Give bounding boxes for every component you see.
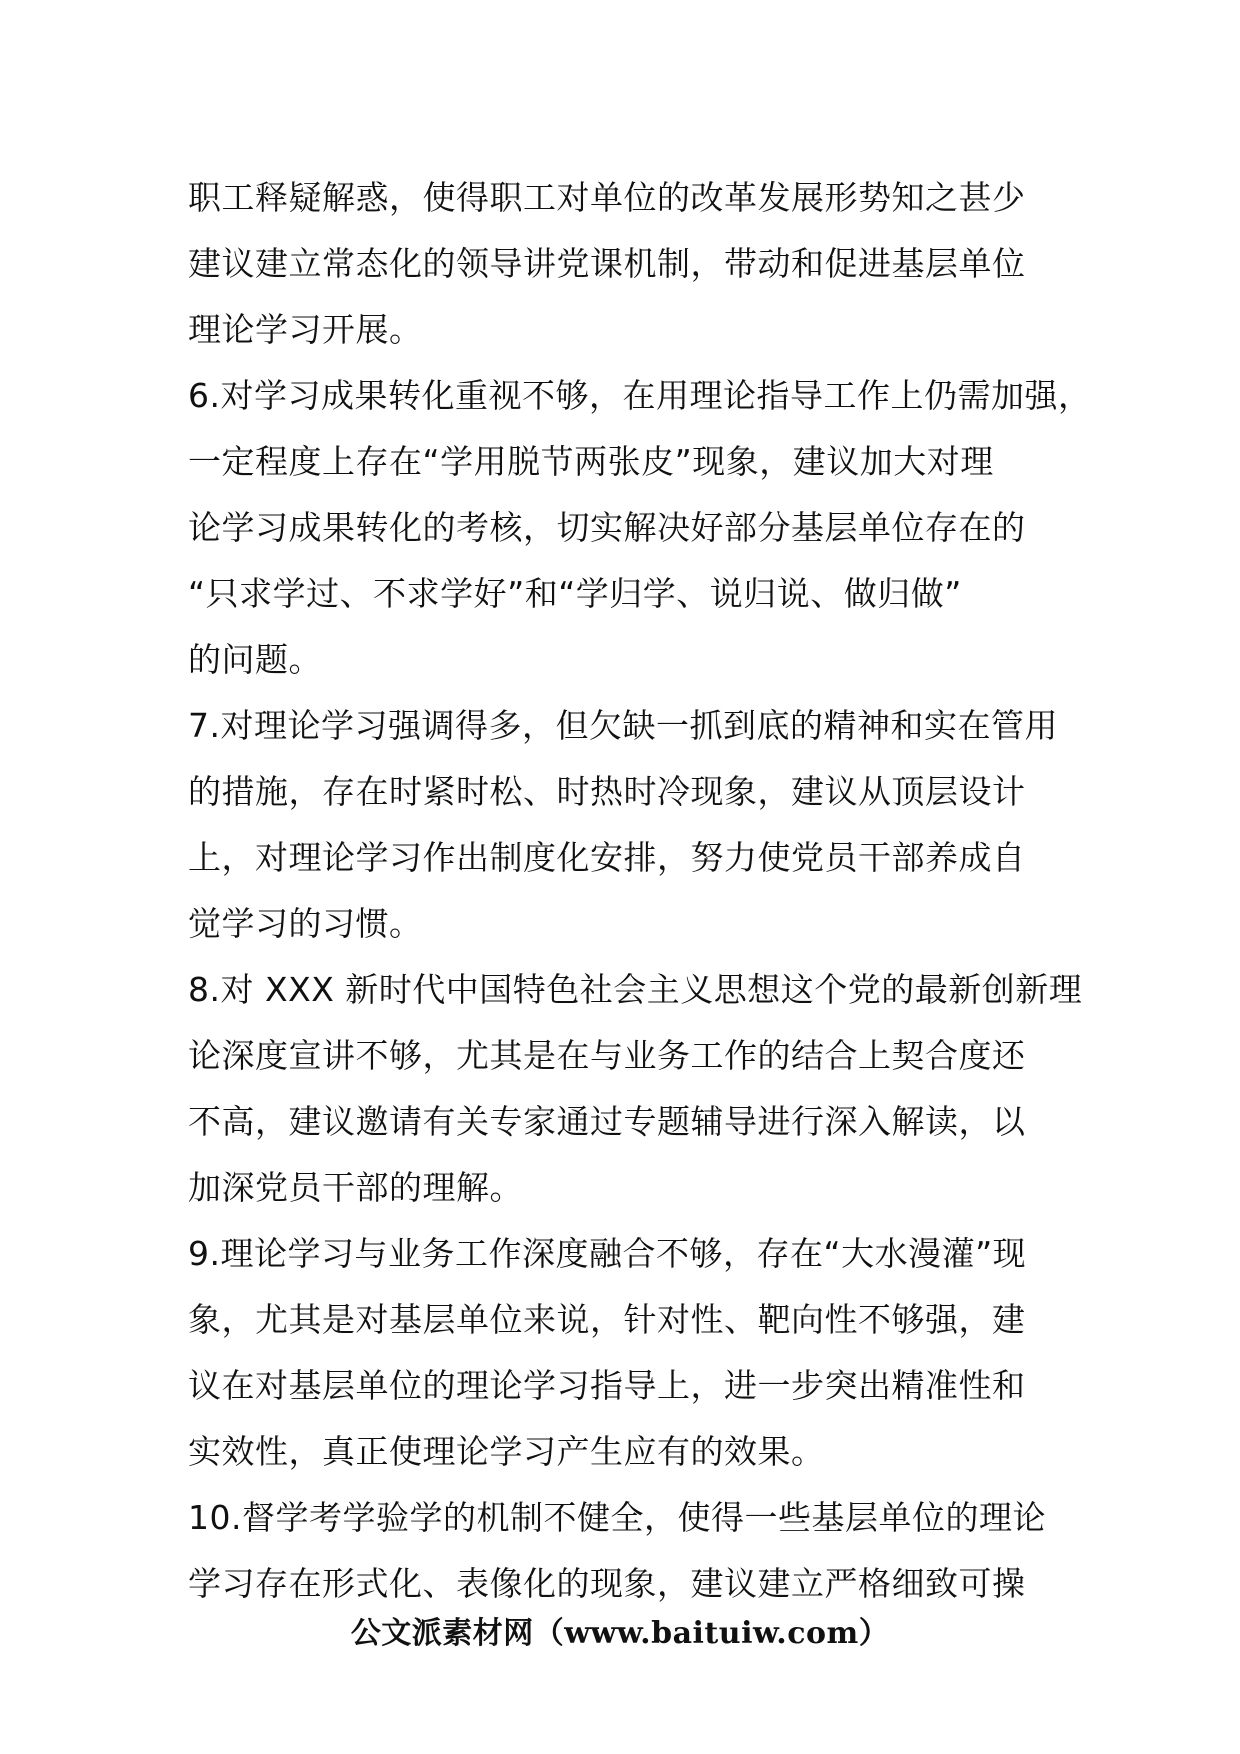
text-line: 职工释疑解惑，使得职工对单位的改革发展形势知之甚少 — [188, 178, 1026, 217]
text-line: 不高，建议邀请有关专家通过专题辅导进行深入解读，以 — [188, 1102, 1026, 1141]
text-line: 8.对 XXX 新时代中国特色社会主义思想这个党的最新创新理 — [188, 970, 1083, 1009]
text-line: 论深度宣讲不够，尤其是在与业务工作的结合上契合度还 — [188, 1036, 1026, 1075]
text-line: 议在对基层单位的理论学习指导上，进一步突出精准性和 — [188, 1366, 1026, 1405]
text-line: 建议建立常态化的领导讲党课机制，带动和促进基层单位 — [188, 244, 1026, 283]
text-line: 学习存在形式化、表像化的现象，建议建立严格细致可操 — [188, 1564, 1026, 1603]
text-line: 6.对学习成果转化重视不够，在用理论指导工作上仍需加强， — [188, 376, 1092, 415]
text-line: 上，对理论学习作出制度化安排，努力使党员干部养成自 — [188, 838, 1026, 877]
text-line: 7.对理论学习强调得多，但欠缺一抓到底的精神和实在管用 — [188, 706, 1058, 745]
text-line: 一定程度上存在“学用脱节两张皮”现象，建议加大对理 — [188, 442, 994, 481]
text-line: 的措施，存在时紧时松、时热时冷现象，建议从顶层设计 — [188, 772, 1026, 811]
page-footer: 公文派素材网（www.baituiw.com） — [350, 1616, 890, 1651]
text-line: 理论学习开展。 — [188, 310, 423, 349]
document-body — [188, 165, 1092, 1617]
text-line: 加深党员干部的理解。 — [188, 1168, 523, 1207]
text-line: 9.理论学习与业务工作深度融合不够，存在“大水漫灌”现 — [188, 1234, 1027, 1273]
text-line: 论学习成果转化的考核，切实解决好部分基层单位存在的 — [188, 508, 1026, 547]
text-line: 的问题。 — [188, 640, 322, 679]
text-line: “只求学过、不求学好”和“学归学、说归说、做归做” — [188, 574, 962, 613]
text-line: 象，尤其是对基层单位来说，针对性、靶向性不够强，建 — [188, 1300, 1026, 1339]
text-line: 10.督学考学验学的机制不健全，使得一些基层单位的理论 — [188, 1498, 1046, 1537]
text-line: 觉学习的习惯。 — [188, 904, 423, 943]
text-line: 实效性，真正使理论学习产生应有的效果。 — [188, 1432, 825, 1471]
